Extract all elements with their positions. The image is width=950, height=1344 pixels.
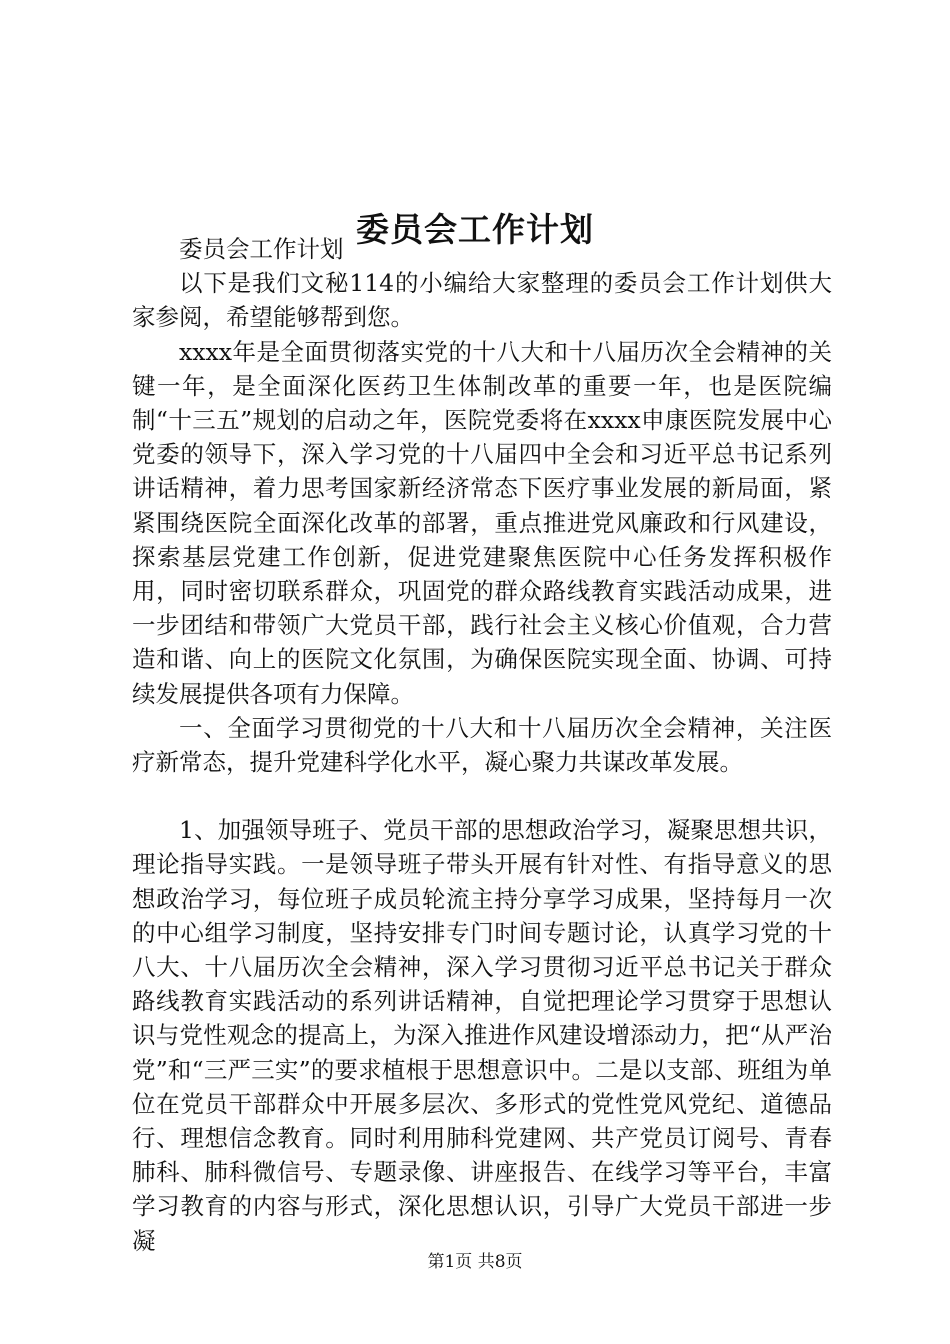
paragraph-section-one-heading: 一、全面学习贯彻党的十八大和十八届历次全会精神，关注医疗新常态，提升党建科学化水平，凝心聚力共谋改革发展。 xyxy=(132,713,832,777)
page-number-footer: 第1页 共8页 xyxy=(427,1252,523,1272)
paragraph-item-one: 1、加强领导班子、党员干部的思想政治学习，凝聚思想共识，理论指导实践。一是领导班子带头开展有针对性、有指导意义的思想政治学习，每位班子成员轮流主持分享学习成果，坚持每月一次的中心组学习制度，坚持安排专门时间专题讨论，认真学习党的十八大、十八届历次全会精神，深入学习贯彻习近平总书记关于群众路线教育实践活动的系列讲话精神，自觉把理论学习贯穿于思想认识与党性观念的提高上，为深入推进作风建设增添动力，把“从严治党”和“三严三实”的要求植根于思想意识中。二是以支部、班组为单位在党员干部群众中开展多层次、多形式的党性党风党纪、道德品行、理想信念教育。同时利用肺科党建网、共产党员订阅号、青春肺科、肺科微信号、专题录像、讲座报告、在线学习等平台，丰富学习教育的内容与形式，深化思想认识，引导广大党员干部进一步凝 xyxy=(132,816,832,1255)
document-title: 委员会工作计划 xyxy=(356,210,594,250)
document-body xyxy=(132,232,832,1258)
paragraph-overview: xxxx年是全面贯彻落实党的十八大和十八届历次全会精神的关键一年，是全面深化医药卫生体制改革的重要一年，也是医院编制“十三五”规划的启动之年，医院党委将在xxxx申康医院发展中心党委的领导下，深入学习党的十八届四中全会和习近平总书记系列讲话精神，着力思考国家新经济常态下医疗事业发展的新局面，紧紧围绕医院全面深化改革的部署，重点推进党风廉政和行风建设，探索基层党建工作创新，促进党建聚焦医院中心任务发挥积极作用，同时密切联系群众，巩固党的群众路线教育实践活动成果，进一步团结和带领广大党员干部，践行社会主义核心价值观，合力营造和谐、向上的医院文化氛围，为确保医院实现全面、协调、可持续发展提供各项有力保障。 xyxy=(132,337,832,708)
paragraph-intro: 以下是我们文秘114的小编给大家整理的委员会工作计划供大家参阅，希望能够帮到您。 xyxy=(132,269,832,332)
paragraph-subtitle: 委员会工作计划 xyxy=(179,235,344,263)
